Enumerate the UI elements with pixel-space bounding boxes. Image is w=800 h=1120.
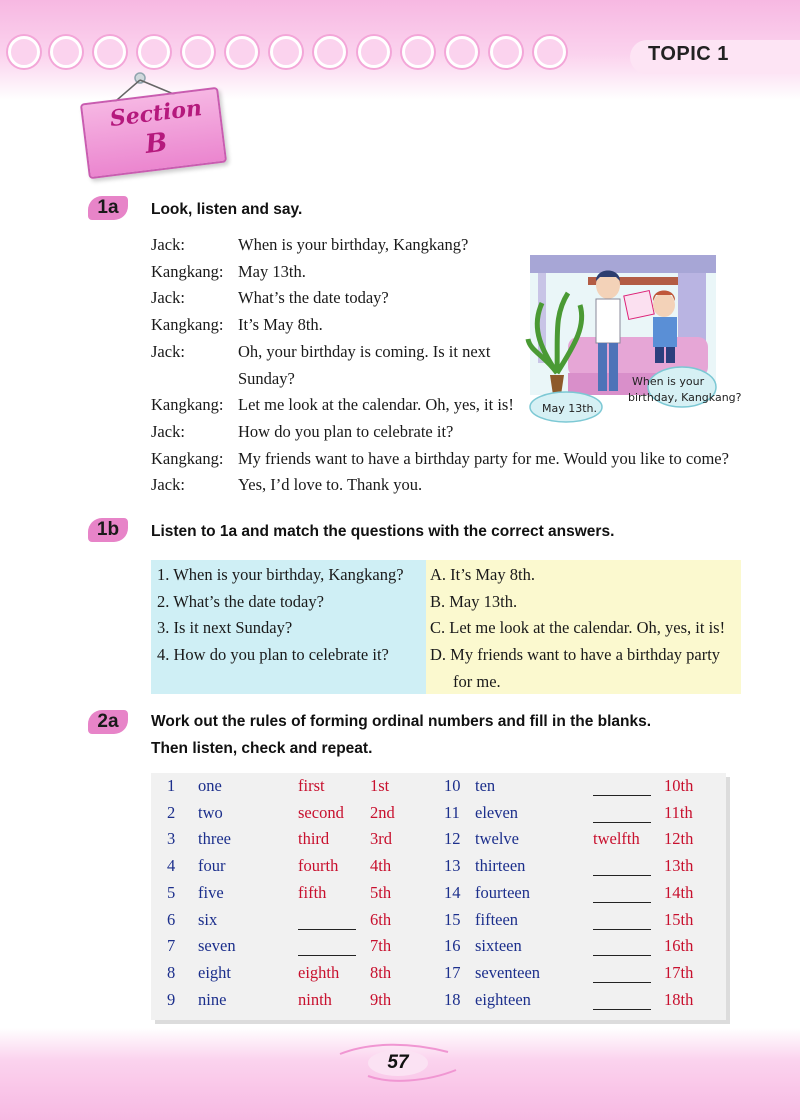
ordinal-word: fifth xyxy=(298,882,327,902)
ordinal-blank[interactable] xyxy=(298,955,356,956)
ordinal-numbers-table xyxy=(151,773,726,1020)
matching-box xyxy=(151,560,741,694)
ordinal-word: third xyxy=(298,829,330,849)
answer-item-continued: for me. xyxy=(453,671,501,691)
ordinal-abbreviation: 10th xyxy=(664,776,694,795)
cardinal-number: 18 xyxy=(444,989,461,1009)
ordinal-abbreviation: 14th xyxy=(664,882,694,902)
question-item: 3. Is it next Sunday? xyxy=(157,618,293,638)
ordinal-word: twelfth xyxy=(593,829,640,849)
cardinal-number: 7 xyxy=(167,936,176,956)
ordinal-abbreviation: 15th xyxy=(664,909,694,929)
cardinal-word: three xyxy=(198,829,231,849)
ordinal-blank[interactable] xyxy=(593,822,651,823)
answer-item: B. May 13th. xyxy=(430,591,518,611)
ordinal-abbreviation: 9th xyxy=(370,989,392,1009)
ordinal-abbreviation: 1st xyxy=(370,776,390,795)
ordinal-abbreviation: 12th xyxy=(664,829,694,849)
answer-item: A. It’s May 8th. xyxy=(430,565,535,584)
cardinal-word: eleven xyxy=(475,802,519,822)
birthday-conversation-illustration xyxy=(528,255,742,425)
section-sign xyxy=(80,87,227,179)
cardinal-number: 13 xyxy=(444,856,461,876)
cardinal-word: five xyxy=(198,882,224,902)
ordinal-abbreviation: 5th xyxy=(370,882,392,902)
ordinal-blank[interactable] xyxy=(593,982,651,983)
bubble-right-text-1: When is your xyxy=(632,375,705,388)
cardinal-word: eighteen xyxy=(475,989,531,1009)
cardinal-number: 15 xyxy=(444,909,461,929)
section-letter: B xyxy=(143,127,170,160)
cardinal-word: eight xyxy=(198,962,231,982)
section-word: Section xyxy=(108,95,204,133)
cardinal-number: 8 xyxy=(167,962,176,982)
cardinal-word: ten xyxy=(475,776,496,795)
ordinal-blank[interactable] xyxy=(298,929,356,930)
ordinal-word: fourth xyxy=(298,856,339,876)
cardinal-number: 12 xyxy=(444,829,461,849)
heading-2a-line1: Work out the rules of forming ordinal numbers and fill in the blanks. xyxy=(151,713,652,730)
bubble-right-text-2: birthday, Kangkang? xyxy=(628,391,742,404)
ordinal-word: second xyxy=(298,802,344,822)
cardinal-word: fifteen xyxy=(475,909,519,929)
ordinal-word: first xyxy=(298,776,325,795)
cardinal-number: 2 xyxy=(167,802,176,822)
cardinal-word: thirteen xyxy=(475,856,526,876)
page-number: 57 xyxy=(387,1052,409,1073)
question-item: 4. How do you plan to celebrate it? xyxy=(157,645,389,665)
answer-item: D. My friends want to have a birthday party xyxy=(430,645,721,665)
activity-badge-1a: 1a xyxy=(88,196,128,220)
question-item: 1. When is your birthday, Kangkang? xyxy=(157,565,404,584)
cardinal-number: 5 xyxy=(167,882,176,902)
ordinal-abbreviation: 8th xyxy=(370,962,392,982)
ordinal-abbreviation: 18th xyxy=(664,989,694,1009)
question-item: 2. What’s the date today? xyxy=(157,591,324,611)
cardinal-number: 11 xyxy=(444,802,460,822)
cardinal-word: nine xyxy=(198,989,227,1009)
ordinal-abbreviation: 3rd xyxy=(370,829,392,849)
cardinal-word: six xyxy=(198,909,218,929)
answer-item: C. Let me look at the calendar. Oh, yes, it is! xyxy=(430,618,726,638)
cardinal-word: sixteen xyxy=(475,936,522,956)
ordinal-blank[interactable] xyxy=(593,955,651,956)
ordinal-abbreviation: 4th xyxy=(370,856,392,876)
ordinal-abbreviation: 17th xyxy=(664,962,694,982)
activity-badge-1b: 1b xyxy=(88,518,128,542)
cardinal-number: 10 xyxy=(444,776,461,795)
cardinal-word: two xyxy=(198,802,223,822)
questions-column xyxy=(151,560,426,694)
activity-badge-2a: 2a xyxy=(88,710,128,734)
topic-label: TOPIC 1 xyxy=(630,40,800,74)
answers-column xyxy=(426,560,741,694)
cardinal-word: seven xyxy=(198,936,236,956)
cardinal-number: 6 xyxy=(167,909,176,929)
cardinal-number: 9 xyxy=(167,989,176,1009)
ordinal-blank[interactable] xyxy=(593,875,651,876)
cardinal-number: 4 xyxy=(167,856,176,876)
ordinal-abbreviation: 6th xyxy=(370,909,392,929)
heading-2a-line2: Then listen, check and repeat. xyxy=(151,740,373,757)
cardinal-number: 1 xyxy=(167,776,176,795)
cardinal-word: seventeen xyxy=(475,962,541,982)
cardinal-word: one xyxy=(198,776,222,795)
bubble-left-text: May 13th. xyxy=(542,402,598,415)
ordinal-abbreviation: 11th xyxy=(664,802,693,822)
ordinal-blank[interactable] xyxy=(593,902,651,903)
cardinal-number: 16 xyxy=(444,936,461,956)
ordinal-word: eighth xyxy=(298,962,340,982)
cardinal-number: 14 xyxy=(444,882,461,902)
cardinal-word: twelve xyxy=(475,829,519,849)
ordinal-blank[interactable] xyxy=(593,1009,651,1010)
ordinal-abbreviation: 7th xyxy=(370,936,392,956)
ordinal-abbreviation: 13th xyxy=(664,856,694,876)
heading-1b: Listen to 1a and match the questions with the correct answers. xyxy=(151,523,615,540)
cardinal-number: 17 xyxy=(444,962,461,982)
cardinal-word: four xyxy=(198,856,226,876)
ordinal-abbreviation: 2nd xyxy=(370,802,395,822)
heading-1a: Look, listen and say. xyxy=(151,201,303,218)
ordinal-abbreviation: 16th xyxy=(664,936,694,956)
ordinal-blank[interactable] xyxy=(593,929,651,930)
ordinal-blank[interactable] xyxy=(593,795,651,796)
cardinal-number: 3 xyxy=(167,829,176,849)
cardinal-word: fourteen xyxy=(475,882,530,902)
ordinal-word: ninth xyxy=(298,989,332,1009)
